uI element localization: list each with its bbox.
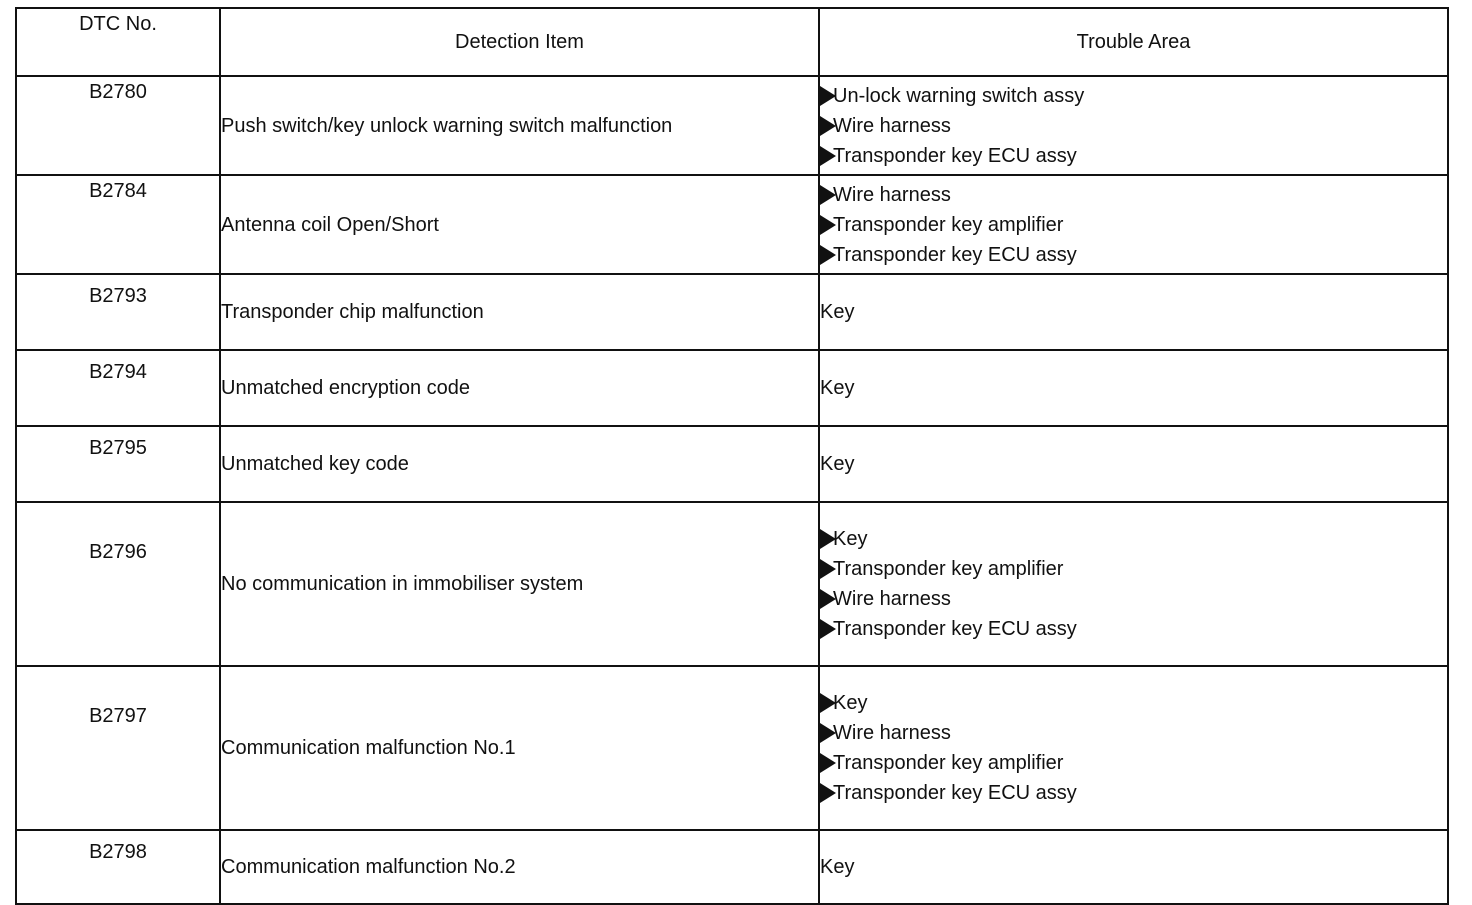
header-detection-item: Detection Item — [220, 8, 819, 76]
dtc-code: B2794 — [16, 350, 220, 426]
trouble-area — [819, 76, 1448, 175]
table-row — [16, 426, 1448, 502]
trouble-area-line — [820, 111, 1447, 141]
trouble-area-line — [820, 240, 1447, 270]
trouble-area-text: Transponder key amplifier — [833, 558, 1064, 580]
trouble-area-text: Transponder key ECU assy — [833, 144, 1077, 167]
table-row — [16, 274, 1448, 350]
table-row — [16, 76, 1448, 175]
trouble-area-text: Transponder key ECU assy — [833, 782, 1077, 804]
trouble-area-text: Transponder key ECU assy — [833, 243, 1077, 266]
trouble-area-line — [820, 524, 1447, 554]
trouble-area-text: Transponder key ECU assy — [833, 618, 1077, 640]
table-row — [16, 350, 1448, 426]
trouble-area-line — [820, 718, 1447, 748]
header-row — [16, 8, 1448, 76]
trouble-area-text: Key — [820, 856, 855, 878]
trouble-area-line — [820, 210, 1447, 240]
trouble-area — [819, 274, 1448, 350]
trouble-area-text: Wire harness — [833, 722, 951, 744]
trouble-area-line — [820, 852, 1447, 882]
table-row — [16, 830, 1448, 904]
detection-item: Unmatched key code — [220, 426, 819, 502]
trouble-area-line — [820, 688, 1447, 718]
trouble-area-text: Key — [820, 377, 855, 399]
trouble-area-text: Wire harness — [833, 114, 951, 137]
trouble-area — [819, 830, 1448, 904]
dtc-code: B2796 — [16, 502, 220, 666]
trouble-area-text: Key — [833, 692, 868, 714]
dtc-code: B2784 — [16, 175, 220, 274]
trouble-area — [819, 502, 1448, 666]
trouble-area-line — [820, 180, 1447, 210]
table-row — [16, 502, 1448, 666]
trouble-area-text: Transponder key amplifier — [833, 752, 1064, 774]
dtc-code: B2797 — [16, 666, 220, 830]
dtc-code: B2798 — [16, 830, 220, 904]
trouble-area — [819, 426, 1448, 502]
trouble-area-line — [820, 614, 1447, 644]
dtc-table — [15, 7, 1449, 905]
header-dtc-no: DTC No. — [16, 8, 220, 76]
detection-item: Transponder chip malfunction — [220, 274, 819, 350]
detection-item: No communication in immobiliser system — [220, 502, 819, 666]
trouble-area — [819, 175, 1448, 274]
trouble-area-line — [820, 141, 1447, 171]
trouble-area-line — [820, 449, 1447, 479]
trouble-area-line — [820, 554, 1447, 584]
trouble-area-text: Key — [820, 301, 855, 323]
detection-item: Communication malfunction No.2 — [220, 830, 819, 904]
dtc-code: B2795 — [16, 426, 220, 502]
trouble-area-line — [820, 81, 1447, 111]
table-row — [16, 175, 1448, 274]
header-trouble-area: Trouble Area — [819, 8, 1448, 76]
trouble-area — [819, 666, 1448, 830]
detection-item: Antenna coil Open/Short — [220, 175, 819, 274]
trouble-area-text: Wire harness — [833, 183, 951, 206]
trouble-area-line — [820, 373, 1447, 403]
trouble-area-text: Un-lock warning switch assy — [833, 84, 1085, 107]
trouble-area-line — [820, 584, 1447, 614]
trouble-area-line — [820, 297, 1447, 327]
trouble-area — [819, 350, 1448, 426]
trouble-area-line — [820, 778, 1447, 808]
detection-item: Unmatched encryption code — [220, 350, 819, 426]
dtc-code: B2793 — [16, 274, 220, 350]
table-row — [16, 666, 1448, 830]
detection-item: Push switch/key unlock warning switch malfunction — [220, 76, 819, 175]
trouble-area-text: Wire harness — [833, 588, 951, 610]
trouble-area-text: Key — [833, 528, 868, 550]
detection-item: Communication malfunction No.1 — [220, 666, 819, 830]
trouble-area-text: Transponder key amplifier — [833, 213, 1064, 236]
dtc-code: B2780 — [16, 76, 220, 175]
trouble-area-line — [820, 748, 1447, 778]
trouble-area-text: Key — [820, 453, 855, 475]
